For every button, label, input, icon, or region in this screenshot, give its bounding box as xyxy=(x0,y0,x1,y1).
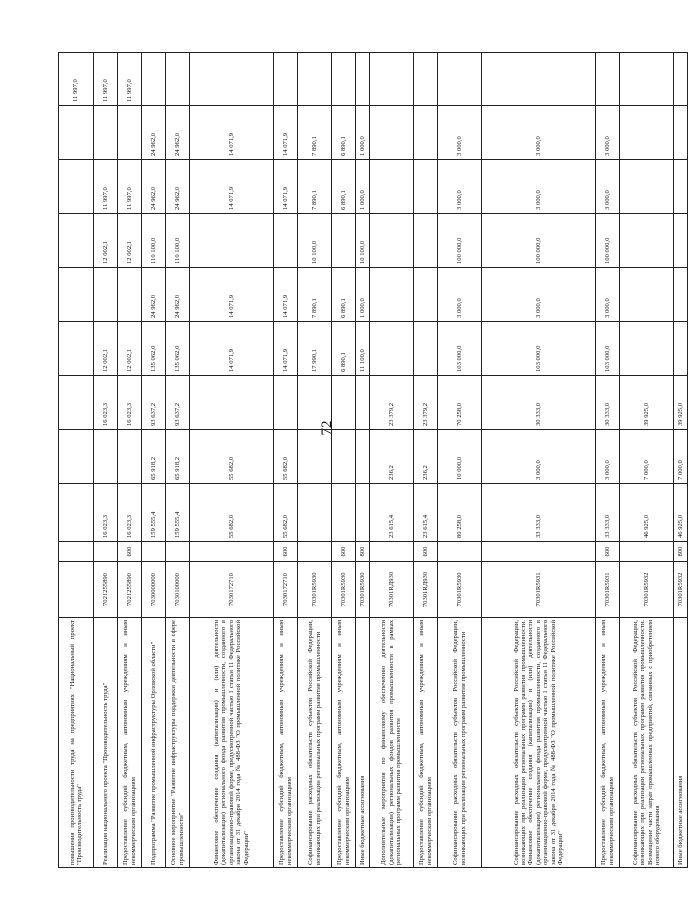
expense-type-cell xyxy=(482,542,596,562)
amount-cell xyxy=(370,106,414,160)
amount-cell: 23 615,4 xyxy=(370,484,414,542)
amount-cell: 14 071,9 xyxy=(274,160,298,214)
row-name-cell: Софинансирование расходных обязательств субъектов Российской Федерации, возникающих при реализации региональных программ развития промышленности xyxy=(438,618,482,868)
amount-cell: 65 918,2 xyxy=(142,430,166,484)
amount-cell xyxy=(414,214,438,268)
amount-cell: 135 062,0 xyxy=(142,322,166,376)
amount-cell: 3 000,0 xyxy=(438,106,482,160)
row-name-cell: Основное мероприятие "Развитие инфраструктуры поддержки деятельности в сфере промышленности" xyxy=(166,618,190,868)
amount-cell xyxy=(620,53,674,106)
target-code-cell: 70301R5930 xyxy=(356,562,370,618)
amount-cell xyxy=(674,214,688,268)
amount-cell xyxy=(118,106,142,160)
amount-cell xyxy=(620,268,674,322)
amount-cell: 6 890,1 xyxy=(332,268,356,322)
amount-cell: 135 062,0 xyxy=(166,322,190,376)
amount-cell: 7 890,1 xyxy=(298,268,332,322)
expense-type-cell: 600 xyxy=(118,542,142,562)
amount-cell xyxy=(142,53,166,106)
amount-cell: 14 071,9 xyxy=(190,160,274,214)
amount-cell: 110 100,0 xyxy=(166,214,190,268)
amount-cell: 3 000,0 xyxy=(482,160,596,214)
amount-cell xyxy=(438,53,482,106)
amount-cell: 24 962,0 xyxy=(166,106,190,160)
rotated-content xyxy=(58,53,684,868)
amount-cell xyxy=(356,53,370,106)
amount-cell xyxy=(370,160,414,214)
amount-cell: 3 000,0 xyxy=(596,160,620,214)
amount-cell: 30 333,0 xyxy=(596,376,620,430)
amount-cell xyxy=(356,430,370,484)
amount-cell: 55 682,0 xyxy=(274,484,298,542)
amount-cell: 33 333,0 xyxy=(596,484,620,542)
amount-cell xyxy=(118,268,142,322)
amount-cell xyxy=(482,53,596,106)
amount-cell: 93 637,2 xyxy=(166,376,190,430)
expense-type-cell xyxy=(438,542,482,562)
amount-cell xyxy=(414,106,438,160)
amount-cell xyxy=(59,484,94,542)
amount-cell: 23 615,4 xyxy=(414,484,438,542)
amount-cell: 14 071,9 xyxy=(190,106,274,160)
target-code-cell xyxy=(59,562,94,618)
amount-cell: 23 379,2 xyxy=(414,376,438,430)
expense-type-cell xyxy=(298,542,332,562)
target-code-cell: 70301R5932 xyxy=(620,562,674,618)
table-row xyxy=(190,53,274,868)
row-name-cell: Софинансирование расходных обязательств субъектов Российской Федерации, возникающих при реализации региональных программ развития промышленности. Финансовое обеспечение создания (капитализации) и (или) деятельности (докапитализации) регионального фонда развития промышленности, созданного в организационно-правовой форме, предусмотренной частью 1 статьи 11 Федерального закона от 31 декабря 2014 года № 488-ФЗ "О промышленной политике Российской Федерации" xyxy=(482,618,596,868)
amount-cell: 3 000,0 xyxy=(596,268,620,322)
amount-cell: 7 890,1 xyxy=(298,160,332,214)
target-code-cell: 7030172710 xyxy=(190,562,274,618)
amount-cell xyxy=(298,376,332,430)
amount-cell xyxy=(620,160,674,214)
amount-cell: 3 000,0 xyxy=(482,268,596,322)
amount-cell: 110 100,0 xyxy=(142,214,166,268)
row-name-cell: Предоставление субсидий бюджетным, автономным учреждениям и иным некоммерческим организациям xyxy=(274,618,298,868)
table-row xyxy=(482,53,596,868)
amount-cell: 12 002,1 xyxy=(94,214,118,268)
row-name-cell: Софинансирование расходных обязательств субъектов Российской Федерации, возникающих при реализации региональных программ развития промышленности. Возмещение части затрат промышленных предприятий, связанных с приобретением нового оборудования xyxy=(620,618,674,868)
target-code-cell: 7030000000 xyxy=(142,562,166,618)
amount-cell: 10 100,0 xyxy=(356,214,370,268)
amount-cell: 7 890,1 xyxy=(298,106,332,160)
amount-cell: 14 071,9 xyxy=(190,268,274,322)
amount-cell: 23 379,2 xyxy=(370,376,414,430)
amount-cell xyxy=(370,268,414,322)
amount-cell xyxy=(166,53,190,106)
amount-cell: 11 100,0 xyxy=(356,322,370,376)
amount-cell xyxy=(59,106,94,160)
amount-cell xyxy=(674,53,688,106)
row-name-cell: Подпрограмма "Развитие промышленной инфраструктуры Орловской области" xyxy=(142,618,166,868)
amount-cell: 100 000,0 xyxy=(482,214,596,268)
amount-cell xyxy=(356,484,370,542)
amount-cell xyxy=(190,376,274,430)
target-code-cell: 7030100000 xyxy=(166,562,190,618)
amount-cell xyxy=(370,214,414,268)
amount-cell: 24 962,0 xyxy=(142,106,166,160)
amount-cell xyxy=(332,376,356,430)
amount-cell: 6 890,1 xyxy=(332,322,356,376)
target-code-cell: 7021255890 xyxy=(94,562,118,618)
page-number: 72 xyxy=(319,420,335,436)
table-row xyxy=(94,53,118,868)
amount-cell: 12 002,1 xyxy=(94,322,118,376)
amount-cell: 12 002,1 xyxy=(118,214,142,268)
amount-cell xyxy=(298,430,332,484)
amount-cell: 55 682,0 xyxy=(190,430,274,484)
target-code-cell: 7021255890 xyxy=(118,562,142,618)
amount-cell: 24 962,0 xyxy=(166,268,190,322)
amount-cell: 103 000,0 xyxy=(596,322,620,376)
amount-cell: 6 890,1 xyxy=(332,106,356,160)
expense-type-cell: 800 xyxy=(356,542,370,562)
amount-cell: 65 918,2 xyxy=(166,430,190,484)
amount-cell xyxy=(94,430,118,484)
amount-cell xyxy=(620,214,674,268)
target-code-cell: 70301RД930 xyxy=(414,562,438,618)
amount-cell xyxy=(674,160,688,214)
amount-cell xyxy=(674,322,688,376)
table-row xyxy=(356,53,370,868)
target-code-cell: 70301R5930 xyxy=(332,562,356,618)
expense-type-cell: 600 xyxy=(332,542,356,562)
expense-type-cell: 800 xyxy=(674,542,688,562)
amount-cell: 100 000,0 xyxy=(596,214,620,268)
amount-cell: 30 333,0 xyxy=(482,376,596,430)
table-row xyxy=(274,53,298,868)
amount-cell: 6 890,1 xyxy=(332,160,356,214)
budget-table xyxy=(58,52,688,868)
amount-cell: 16 023,3 xyxy=(118,484,142,542)
amount-cell xyxy=(370,53,414,106)
amount-cell: 39 925,0 xyxy=(620,376,674,430)
amount-cell: 10 000,0 xyxy=(438,430,482,484)
amount-cell xyxy=(370,322,414,376)
amount-cell xyxy=(298,53,332,106)
target-code-cell: 70301R5931 xyxy=(596,562,620,618)
amount-cell xyxy=(59,268,94,322)
amount-cell xyxy=(274,53,298,106)
amount-cell xyxy=(414,53,438,106)
amount-cell: 7 000,0 xyxy=(674,430,688,484)
amount-cell: 3 000,0 xyxy=(438,268,482,322)
target-code-cell: 70301R5931 xyxy=(482,562,596,618)
row-name-cell: Софинансирование расходных обязательств субъектов Российской Федерации, возникающих при реализации региональных программ развития промышленности xyxy=(298,618,332,868)
expense-type-cell xyxy=(370,542,414,562)
amount-cell: 16 023,3 xyxy=(94,484,118,542)
amount-cell: 24 962,0 xyxy=(142,268,166,322)
table-row xyxy=(59,53,94,868)
amount-cell xyxy=(59,376,94,430)
amount-cell: 236,2 xyxy=(414,430,438,484)
amount-cell xyxy=(620,322,674,376)
amount-cell: 159 555,4 xyxy=(142,484,166,542)
amount-cell: 159 555,4 xyxy=(166,484,190,542)
target-code-cell: 7030172710 xyxy=(274,562,298,618)
row-name-cell: Реализация национального проекта "Производительность труда" xyxy=(94,618,118,868)
table-row xyxy=(414,53,438,868)
amount-cell xyxy=(59,430,94,484)
amount-cell: 33 333,0 xyxy=(482,484,596,542)
table-row xyxy=(620,53,674,868)
amount-cell: 11 997,0 xyxy=(118,53,142,106)
table-row xyxy=(370,53,414,868)
amount-cell: 55 682,0 xyxy=(274,430,298,484)
amount-cell: 12 002,1 xyxy=(118,322,142,376)
amount-cell: 1 000,0 xyxy=(356,106,370,160)
amount-cell: 14 071,9 xyxy=(190,322,274,376)
amount-cell xyxy=(94,106,118,160)
row-name-cell: Финансовое обеспечение создания (капитализации) и (или) деятельности (докапитализации) регионального фонда развития промышленности, созданного в организационно-правовой форме, предусмотренной частью 1 статьи 11 Федерального закона от 31 декабря 2014 года № 488-ФЗ "О промышленной политике Российской Федерации" xyxy=(190,618,274,868)
amount-cell xyxy=(94,268,118,322)
amount-cell: 103 000,0 xyxy=(482,322,596,376)
amount-cell: 11 997,0 xyxy=(94,160,118,214)
row-name-cell: Предоставление субсидий бюджетным, автономным учреждениям и иным некоммерческим организациям xyxy=(332,618,356,868)
amount-cell: 55 682,0 xyxy=(190,484,274,542)
expense-type-cell xyxy=(94,542,118,562)
row-name-cell: Иные бюджетные ассигнования xyxy=(674,618,688,868)
target-code-cell: 70301R5930 xyxy=(438,562,482,618)
amount-cell xyxy=(596,53,620,106)
target-code-cell: 70301R5930 xyxy=(298,562,332,618)
amount-cell: 14 071,9 xyxy=(274,106,298,160)
amount-cell xyxy=(332,53,356,106)
amount-cell xyxy=(274,214,298,268)
amount-cell xyxy=(59,160,94,214)
expense-type-cell: 600 xyxy=(274,542,298,562)
amount-cell: 1 000,0 xyxy=(356,268,370,322)
amount-cell: 11 997,0 xyxy=(94,53,118,106)
amount-cell xyxy=(414,322,438,376)
amount-cell: 16 023,3 xyxy=(118,376,142,430)
amount-cell xyxy=(674,106,688,160)
target-code-cell: 70301R5932 xyxy=(674,562,688,618)
expense-type-cell xyxy=(166,542,190,562)
amount-cell: 10 100,0 xyxy=(298,214,332,268)
amount-cell: 11 997,0 xyxy=(118,160,142,214)
expense-type-cell xyxy=(142,542,166,562)
amount-cell xyxy=(118,430,142,484)
row-name-cell: Предоставление субсидий бюджетным, автономным учреждениям и иным некоммерческим организациям xyxy=(414,618,438,868)
amount-cell: 3 000,0 xyxy=(482,430,596,484)
table-row xyxy=(166,53,190,868)
amount-cell xyxy=(414,268,438,322)
amount-cell: 24 962,0 xyxy=(142,160,166,214)
amount-cell: 1 000,0 xyxy=(356,160,370,214)
table-row xyxy=(118,53,142,868)
amount-cell xyxy=(332,484,356,542)
amount-cell: 46 925,0 xyxy=(620,484,674,542)
amount-cell xyxy=(190,53,274,106)
amount-cell: 7 000,0 xyxy=(620,430,674,484)
table-row xyxy=(674,53,688,868)
expense-type-cell xyxy=(190,542,274,562)
row-name-cell: Дополнительные мероприятия по финансовому обеспечению деятельности (докапитализации) региональных фондов развития промышленности в рамках региональных программ развития промышленности xyxy=(370,618,414,868)
table-row xyxy=(298,53,332,868)
amount-cell: 3 000,0 xyxy=(482,106,596,160)
amount-cell xyxy=(356,376,370,430)
amount-cell xyxy=(59,214,94,268)
amount-cell: 80 258,0 xyxy=(438,484,482,542)
table-row xyxy=(142,53,166,868)
amount-cell: 14 071,9 xyxy=(274,322,298,376)
amount-cell: 3 000,0 xyxy=(438,160,482,214)
row-name-cell: Предоставление субсидий бюджетным, автономным учреждениям и иным некоммерческим организациям xyxy=(596,618,620,868)
target-code-cell: 70301RД930 xyxy=(370,562,414,618)
row-name-cell: Предоставление субсидий бюджетным, автономным учреждениям и иным некоммерческим организациям xyxy=(118,618,142,868)
amount-cell xyxy=(674,268,688,322)
table-row xyxy=(596,53,620,868)
amount-cell: 39 925,0 xyxy=(674,376,688,430)
expense-type-cell: 600 xyxy=(596,542,620,562)
amount-cell xyxy=(274,376,298,430)
row-name-cell: Иные бюджетные ассигнования xyxy=(356,618,370,868)
amount-cell: 100 000,0 xyxy=(438,214,482,268)
amount-cell: 14 071,9 xyxy=(274,268,298,322)
table-row xyxy=(332,53,356,868)
amount-cell xyxy=(298,484,332,542)
amount-cell: 3 000,0 xyxy=(596,430,620,484)
expense-type-cell xyxy=(59,542,94,562)
amount-cell: 11 997,0 xyxy=(59,53,94,106)
amount-cell: 17 990,1 xyxy=(298,322,332,376)
amount-cell xyxy=(620,106,674,160)
amount-cell xyxy=(332,214,356,268)
amount-cell: 24 962,0 xyxy=(166,160,190,214)
budget-table-body xyxy=(59,53,688,868)
row-name-cell: повышения производительности труда на предприятиях "Национальный проект "Производительность труда" xyxy=(59,618,94,868)
expense-type-cell: 600 xyxy=(414,542,438,562)
amount-cell xyxy=(59,322,94,376)
amount-cell: 103 000,0 xyxy=(438,322,482,376)
amount-cell xyxy=(332,430,356,484)
amount-cell xyxy=(414,160,438,214)
amount-cell: 70 258,0 xyxy=(438,376,482,430)
amount-cell: 46 925,0 xyxy=(674,484,688,542)
amount-cell: 16 023,3 xyxy=(94,376,118,430)
expense-type-cell xyxy=(620,542,674,562)
amount-cell: 93 637,2 xyxy=(142,376,166,430)
table-row xyxy=(438,53,482,868)
amount-cell: 3 000,0 xyxy=(596,106,620,160)
amount-cell xyxy=(190,214,274,268)
amount-cell: 236,2 xyxy=(370,430,414,484)
